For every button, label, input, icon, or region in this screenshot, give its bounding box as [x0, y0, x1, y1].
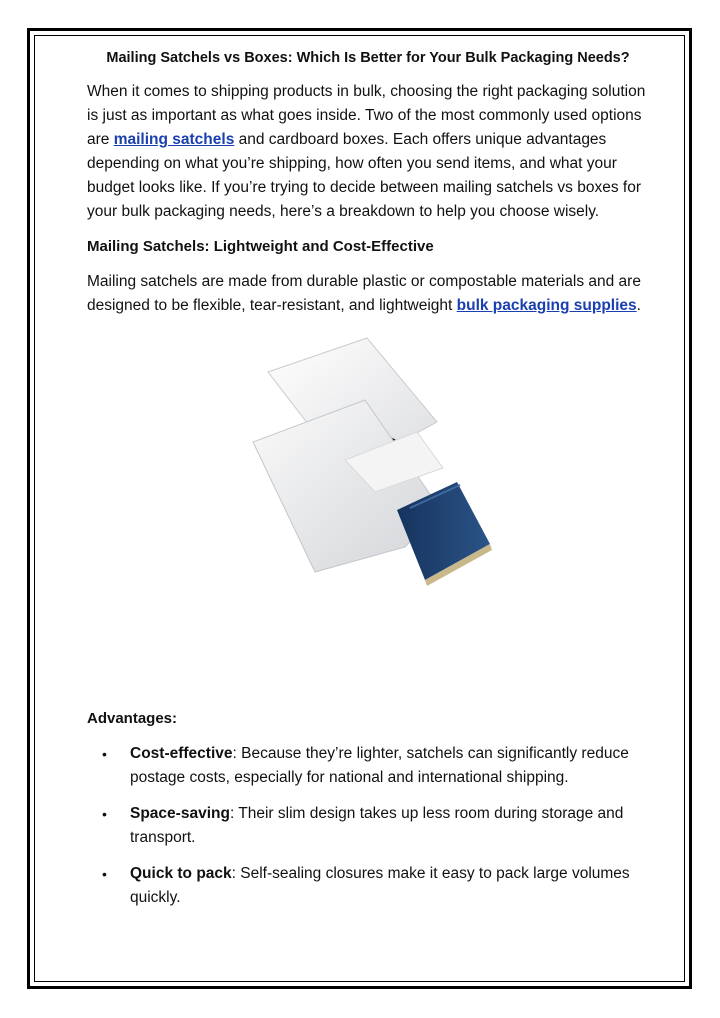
list-item-text: : Self-sealing closures make it easy to pack large volumes quickly. — [130, 865, 630, 906]
bullet-icon: • — [102, 806, 107, 822]
satchels-product-image — [245, 332, 545, 622]
list-item-term: Quick to pack — [130, 865, 232, 882]
bullet-icon: • — [102, 746, 107, 762]
section-text-2: . — [636, 297, 641, 314]
list-item — [87, 862, 647, 910]
intro-text-1: When it comes to shipping products in bulk, choosing the right packaging solution is just as important as what goes inside. Two of the most commonly used options are — [87, 83, 646, 148]
bulk-packaging-supplies-link[interactable]: bulk packaging supplies — [456, 297, 637, 314]
intro-text-2: and cardboard boxes. Each offers unique advantages depending on what you’re shipping, how often you send items, and what your budget looks like. If you’re trying to decide between mailing satchels vs boxes for your bulk packaging needs, here’s a breakdown to help you choose wisely. — [87, 131, 641, 220]
advantages-heading: Advantages: — [87, 710, 178, 727]
section-heading: Mailing Satchels: Lightweight and Cost-Effective — [87, 238, 434, 255]
list-item — [87, 802, 647, 850]
list-item — [87, 742, 647, 790]
list-item-term: Cost-effective — [130, 745, 233, 762]
section-text-1: Mailing satchels are made from durable plastic or compostable materials and are designed to be flexible, tear-resistant, and lightweight — [87, 273, 641, 314]
advantages-list — [87, 742, 647, 910]
list-item-term: Space-saving — [130, 805, 230, 822]
page-title: Mailing Satchels vs Boxes: Which Is Better for Your Bulk Packaging Needs? — [106, 50, 630, 66]
intro-paragraph — [87, 80, 647, 224]
section-paragraph — [87, 270, 647, 318]
advantages-section — [87, 708, 647, 922]
list-item-text: : Their slim design takes up less room during storage and transport. — [130, 805, 624, 846]
document-body — [87, 50, 647, 622]
mailing-satchels-photo — [245, 332, 545, 622]
bullet-icon: • — [102, 866, 107, 882]
list-item-text: : Because they’re lighter, satchels can significantly reduce postage costs, especially for national and international shipping. — [130, 745, 629, 786]
mailing-satchels-link[interactable]: mailing satchels — [113, 131, 235, 148]
